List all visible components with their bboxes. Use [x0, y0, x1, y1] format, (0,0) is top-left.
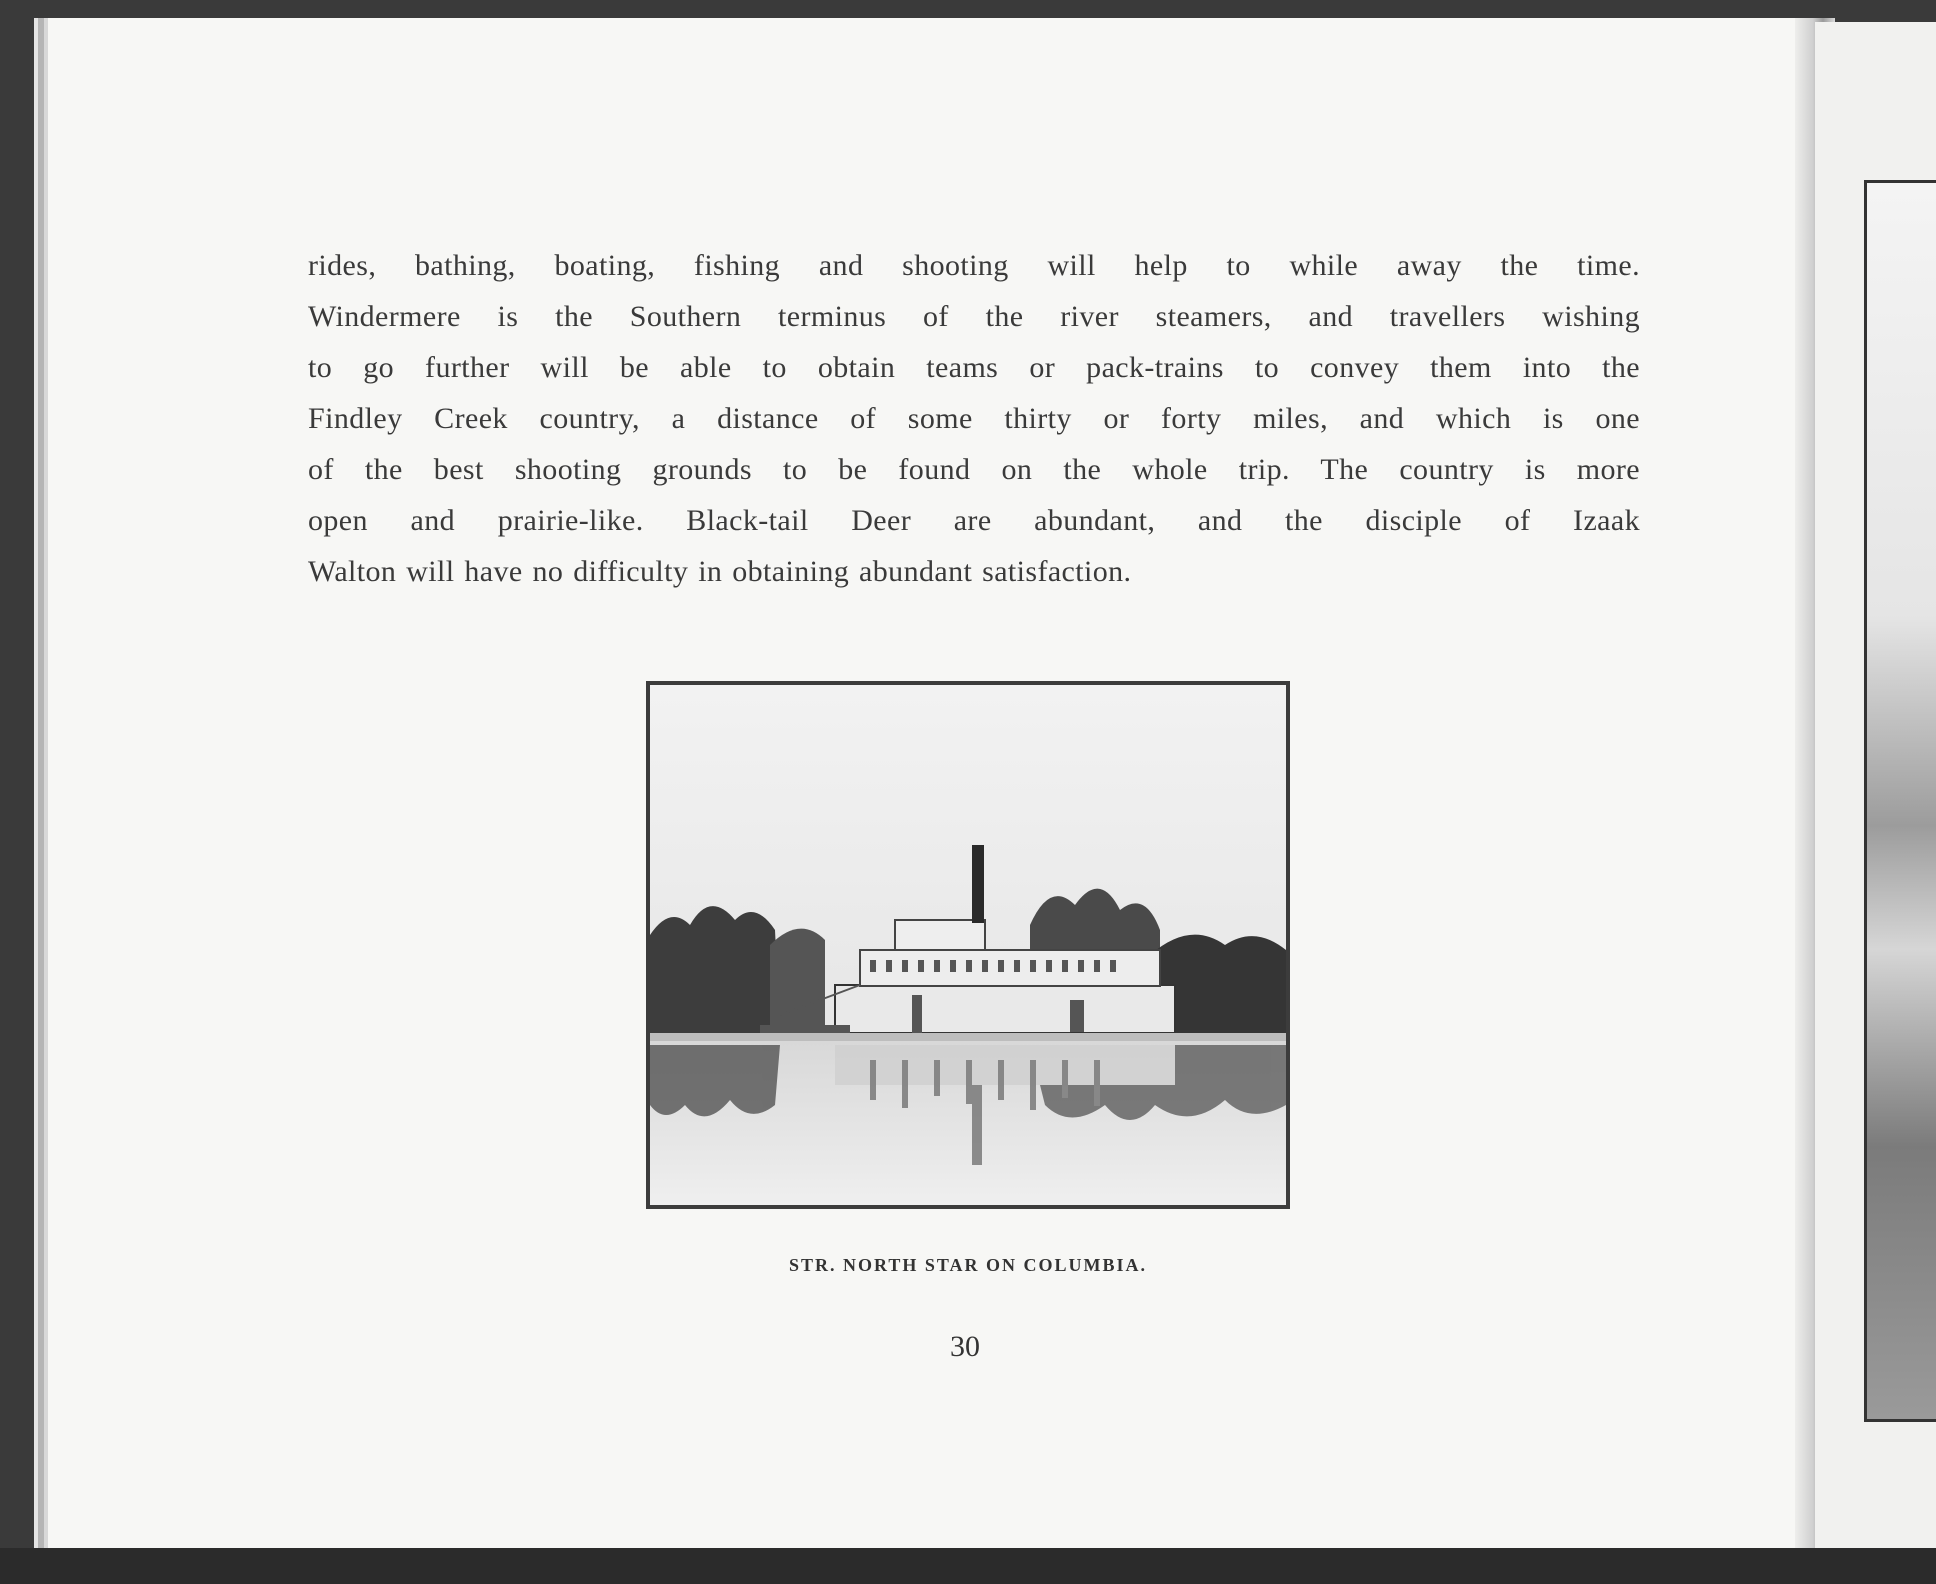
steamboat-photograph — [646, 681, 1290, 1209]
text-line: Windermere is the Southern terminus of the river steamers, and travellers wishing — [308, 300, 1640, 333]
text-line: to go further will be able to obtain teams or pack-trains to convey them into the — [308, 351, 1640, 384]
text-line: rides, bathing, boating, fishing and shooting will help to while away the time. — [308, 249, 1640, 282]
body-paragraph — [308, 240, 1640, 597]
text-line: open and prairie-like. Black-tail Deer are abundant, and the disciple of Izaak — [308, 504, 1640, 537]
text-line: Findley Creek country, a distance of some thirty or forty miles, and which is one — [308, 402, 1640, 435]
scan-border — [0, 1548, 1936, 1584]
steamboat-photo-image — [650, 685, 1286, 1205]
text-line: of the best shooting grounds to be found on the whole trip. The country is more — [308, 453, 1640, 486]
facing-page-photo-edge — [1864, 180, 1936, 1422]
text-line: Walton will have no difficulty in obtaining abundant satisfaction. — [308, 555, 1132, 588]
figure-caption: STR. NORTH STAR ON COLUMBIA. — [788, 1255, 1148, 1275]
page-number: 30 — [950, 1330, 980, 1363]
